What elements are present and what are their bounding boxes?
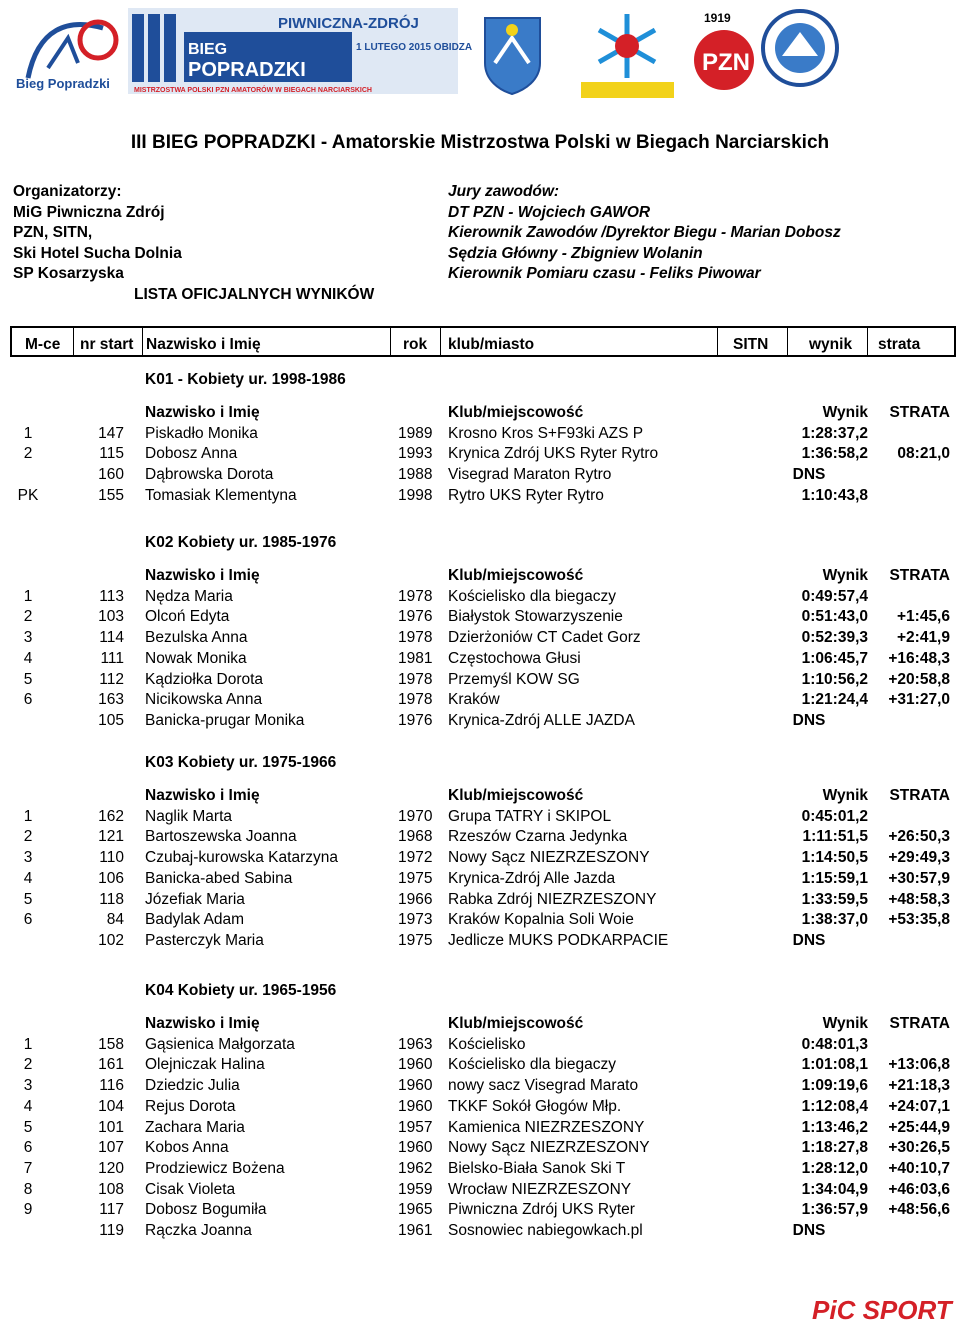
table-row — [0, 1098, 960, 1118]
year-cell: 1978 — [398, 691, 433, 709]
result-cell: 1:34:04,9 — [801, 1180, 868, 1198]
pzn-logo — [690, 8, 758, 96]
bib-cell: 114 — [99, 629, 124, 647]
sub-col-name: Nazwisko i Imię — [145, 404, 260, 421]
club-cell: Sosnowiec nabiegowkach.pl — [448, 1222, 643, 1239]
table-row — [0, 466, 960, 486]
year-cell: 1960 — [398, 1139, 433, 1157]
club-cell: Krynica Zdrój UKS Ryter Rytro — [448, 445, 659, 463]
category-sub-header — [0, 787, 960, 807]
result-cell: 1:10:56,2 — [801, 670, 868, 688]
club-cell: TKKF Sokół Głogów Młp. — [448, 1097, 622, 1115]
strata-cell: 08:21,0 — [897, 445, 950, 463]
table-row — [0, 588, 960, 608]
result-cell: 0:45:01,2 — [801, 807, 868, 825]
place-cell: 3 — [23, 1077, 33, 1095]
place-cell: 2 — [23, 608, 33, 626]
club-cell: Visegrad Maraton Rytro — [448, 466, 612, 484]
result-cell: 1:28:12,0 — [801, 1159, 868, 1177]
sub-col-strata: STRATA — [889, 404, 950, 421]
club-cell: Grupa TATRY i SKIPOL — [448, 807, 612, 825]
bib-cell: 105 — [98, 711, 124, 729]
place-cell: 5 — [23, 670, 33, 688]
table-row — [0, 870, 960, 890]
club-cell: Dzierżoniów CT Cadet Gorz — [448, 629, 641, 647]
club-cell: Kraków Kopalnia Soli Woie — [448, 911, 634, 929]
jury-heading: Jury zawodów: — [448, 183, 560, 200]
result-cell: 1:06:45,7 — [801, 649, 868, 667]
place-cell: 2 — [23, 445, 33, 463]
banner-sub: MISTRZOSTWA POLSKI PZN AMATORÓW W BIEGACH NARCIARSKICH — [134, 87, 372, 94]
bib-cell: 108 — [98, 1180, 124, 1198]
pzn-text: PZN — [702, 49, 750, 76]
year-cell: 1973 — [398, 911, 433, 929]
strata-cell: +40:10,7 — [888, 1159, 950, 1177]
year-cell: 1972 — [398, 849, 433, 867]
year-cell: 1975 — [398, 869, 433, 887]
svg-text:BIEG: BIEG — [188, 41, 228, 58]
name-cell: Dobosz Bogumiła — [145, 1201, 267, 1219]
result-cell: 1:12:08,4 — [801, 1097, 868, 1115]
sub-col-wynik: Wynik — [822, 787, 868, 804]
name-cell: Kobos Anna — [145, 1139, 229, 1157]
result-cell: 1:15:59,1 — [801, 869, 868, 887]
club-cell: Kamienica NIEZRZESZONY — [448, 1118, 645, 1136]
result-cell: 0:51:43,0 — [801, 608, 868, 626]
result-cell: DNS — [792, 1222, 826, 1239]
name-cell: Olejniczak Halina — [145, 1056, 265, 1074]
club-cell: Przemyśl KOW SG — [448, 670, 580, 688]
table-row — [0, 1139, 960, 1159]
result-cell: DNS — [792, 711, 826, 729]
result-cell: 1:10:43,8 — [801, 486, 868, 504]
organizer-line: MiG Piwniczna Zdrój — [13, 203, 165, 221]
name-cell: Nicikowska Anna — [145, 691, 263, 709]
bib-cell: 147 — [98, 424, 124, 442]
club-cell: Białystok Stowarzyszenie — [448, 608, 623, 626]
year-cell: 1965 — [398, 1201, 433, 1219]
organizers-heading: Organizatorzy: — [13, 183, 122, 200]
name-cell: Olcoń Edyta — [145, 608, 230, 626]
category-sub-header — [0, 1015, 960, 1035]
table-row — [0, 608, 960, 628]
place-cell: 8 — [23, 1180, 33, 1198]
table-row — [0, 849, 960, 869]
year-cell: 1968 — [398, 828, 433, 846]
name-cell: Naglik Marta — [145, 807, 232, 825]
bib-cell: 101 — [98, 1118, 124, 1136]
pic-sport-logo — [810, 1289, 950, 1334]
place-cell: 1 — [23, 1035, 33, 1053]
col-mce: M-ce — [25, 336, 61, 353]
col-sitn: SITN — [733, 336, 769, 353]
banner-place: PIWNICZNA-ZDRÓJ — [278, 15, 419, 32]
year-cell: 1989 — [398, 424, 433, 442]
year-cell: 1970 — [398, 807, 433, 825]
club-cell: Kościelisko dla biegaczy — [448, 587, 617, 605]
bib-cell: 111 — [100, 649, 124, 667]
col-nr-start: nr start — [80, 336, 134, 353]
category-sub-header — [0, 567, 960, 587]
bib-cell: 158 — [98, 1035, 124, 1053]
club-cell: Kościelisko dla biegaczy — [448, 1056, 617, 1074]
sub-col-strata: STRATA — [889, 1015, 950, 1032]
piwniczna-crest-logo — [465, 8, 560, 98]
result-cell: 1:13:46,2 — [801, 1118, 868, 1136]
strata-cell: +21:18,3 — [888, 1077, 950, 1095]
name-cell: Banicka-prugar Monika — [145, 711, 305, 729]
place-cell: 4 — [23, 1097, 33, 1115]
year-cell: 1961 — [398, 1222, 433, 1239]
strata-cell: +1:45,6 — [896, 608, 950, 626]
strata-cell: +25:44,9 — [888, 1118, 950, 1136]
snowflake-logo — [575, 8, 680, 100]
table-row — [0, 445, 960, 465]
result-cell: 1:33:59,5 — [801, 890, 868, 908]
bib-cell: 160 — [98, 466, 124, 484]
bib-cell: 163 — [98, 691, 124, 709]
strata-cell: +53:35,8 — [888, 911, 950, 929]
table-row — [0, 911, 960, 931]
col-rok: rok — [403, 336, 428, 353]
organizer-line: Ski Hotel Sucha Dolnia — [13, 244, 182, 262]
result-cell: 0:52:39,3 — [801, 629, 868, 647]
name-cell: Bartoszewska Joanna — [145, 828, 297, 846]
place-cell: 9 — [23, 1201, 33, 1219]
club-cell: Krosno Kros S+F93ki AZS P — [448, 424, 644, 442]
table-row — [0, 932, 960, 952]
place-cell: 2 — [23, 1056, 33, 1074]
year-cell: 1960 — [398, 1077, 433, 1095]
name-cell: Piskadło Monika — [145, 424, 258, 442]
strata-cell: +24:07,1 — [888, 1097, 950, 1115]
strata-cell: +30:57,9 — [888, 869, 950, 887]
strata-cell: +48:56,6 — [888, 1201, 950, 1219]
table-row — [0, 1160, 960, 1180]
strata-cell: +30:26,5 — [888, 1139, 950, 1157]
bib-cell: 161 — [98, 1056, 124, 1074]
table-row — [0, 712, 960, 732]
result-cell: 1:28:37,2 — [801, 424, 868, 442]
col-name: Nazwisko i Imię — [146, 336, 261, 353]
bib-cell: 106 — [98, 869, 124, 887]
strata-cell: +13:06,8 — [888, 1056, 950, 1074]
place-cell: 4 — [23, 869, 33, 887]
result-cell: 1:18:27,8 — [801, 1139, 868, 1157]
result-cell: 1:14:50,5 — [801, 849, 868, 867]
place-cell: 3 — [23, 629, 33, 647]
result-cell: 1:01:08,1 — [801, 1056, 868, 1074]
strata-cell: +26:50,3 — [888, 828, 950, 846]
year-cell: 1960 — [398, 1056, 433, 1074]
sub-col-club: Klub/miejscowość — [448, 787, 584, 804]
bib-cell: 113 — [99, 587, 124, 605]
name-cell: Dąbrowska Dorota — [145, 466, 274, 484]
year-cell: 1959 — [398, 1180, 433, 1198]
official-results-label: LISTA OFICJALNYCH WYNIKÓW — [134, 286, 375, 303]
name-cell: Rejus Dorota — [145, 1097, 236, 1115]
year-cell: 1998 — [398, 486, 433, 504]
club-cell: nowy sacz Visegrad Marato — [448, 1077, 639, 1095]
strata-cell: +31:27,0 — [888, 691, 950, 709]
sub-col-name: Nazwisko i Imię — [145, 1015, 260, 1032]
sub-col-strata: STRATA — [889, 787, 950, 804]
place-cell: 6 — [23, 1139, 33, 1157]
name-cell: Tomasiak Klementyna — [145, 486, 297, 504]
name-cell: Dziedzic Julia — [145, 1077, 240, 1095]
sub-col-wynik: Wynik — [822, 567, 868, 584]
table-row — [0, 691, 960, 711]
bib-cell: 115 — [99, 445, 124, 463]
table-row — [0, 1181, 960, 1201]
strata-cell: +29:49,3 — [888, 849, 950, 867]
result-cell: 1:36:57,9 — [801, 1201, 868, 1219]
year-cell: 1981 — [398, 649, 433, 667]
name-cell: Nędza Maria — [145, 587, 233, 605]
name-cell: Zachara Maria — [145, 1118, 245, 1136]
bib-cell: 116 — [99, 1077, 124, 1095]
place-cell: 3 — [23, 849, 33, 867]
sub-col-strata: STRATA — [889, 567, 950, 584]
jury-block — [448, 182, 841, 285]
organizer-line: SP Kosarzyska — [13, 265, 124, 283]
bib-cell: 103 — [98, 608, 124, 626]
svg-text:Bieg Popradzki: Bieg Popradzki — [16, 76, 110, 91]
table-row — [0, 650, 960, 670]
result-cell: 1:36:58,2 — [801, 445, 868, 463]
bieg-popradzki-logo — [8, 8, 123, 96]
result-cell: DNS — [792, 466, 826, 484]
col-wynik: wynik — [809, 336, 853, 353]
name-cell: Rączka Joanna — [145, 1222, 252, 1239]
strata-cell: +48:58,3 — [888, 890, 950, 908]
organizers-block — [13, 182, 182, 285]
place-cell: 1 — [23, 587, 33, 605]
table-row — [0, 1119, 960, 1139]
place-cell: 6 — [23, 691, 33, 709]
table-row — [0, 1077, 960, 1097]
category-title: K03 Kobiety ur. 1975-1966 — [145, 754, 337, 771]
banner-date: 1 LUTEGO 2015 OBIDZA — [356, 42, 473, 53]
strata-cell: +20:58,8 — [888, 670, 950, 688]
col-club: klub/miasto — [448, 336, 535, 353]
table-row — [0, 828, 960, 848]
club-cell: Kościelisko — [448, 1035, 526, 1053]
year-cell: 1976 — [398, 711, 433, 729]
club-cell: Piwniczna Zdrój UKS Ryter — [448, 1201, 635, 1219]
result-cell: 0:49:57,4 — [801, 587, 868, 605]
bib-cell: 162 — [98, 807, 124, 825]
category-title: K02 Kobiety ur. 1985-1976 — [145, 534, 337, 551]
bib-cell: 118 — [99, 890, 124, 908]
table-row — [0, 1222, 960, 1242]
organizer-line: PZN, SITN, — [13, 224, 93, 242]
place-cell: 1 — [23, 807, 33, 825]
table-row — [0, 1036, 960, 1056]
name-cell: Bezulska Anna — [145, 629, 248, 647]
table-row — [0, 487, 960, 507]
club-cell: Jedlicze MUKS PODKARPACIE — [448, 931, 669, 949]
bib-cell: 119 — [99, 1222, 124, 1239]
table-row — [0, 629, 960, 649]
document-title: III BIEG POPRADZKI - Amatorskie Mistrzostwa Polski w Biegach Narciarskich — [130, 132, 830, 153]
place-cell: 5 — [23, 890, 33, 908]
pzn-year: 1919 — [704, 11, 731, 25]
sub-col-club: Klub/miejscowość — [448, 404, 584, 421]
sub-col-wynik: Wynik — [822, 1015, 868, 1032]
jury-line: Kierownik Pomiaru czasu - Feliks Piwowar — [448, 265, 761, 283]
bib-cell: 84 — [106, 911, 124, 929]
bib-cell: 104 — [98, 1097, 124, 1115]
strata-cell: +2:41,9 — [896, 629, 950, 647]
category-title: K01 - Kobiety ur. 1998-1986 — [145, 371, 346, 388]
place-cell: 2 — [23, 828, 33, 846]
category-sub-header — [0, 404, 960, 424]
year-cell: 1960 — [398, 1097, 433, 1115]
place-cell: 4 — [23, 649, 33, 667]
sub-col-wynik: Wynik — [822, 404, 868, 421]
header-banner — [0, 0, 960, 110]
club-cell: Kraków — [448, 691, 500, 709]
table-row — [0, 891, 960, 911]
bib-cell: 155 — [98, 486, 124, 504]
bib-cell: 112 — [99, 670, 124, 688]
strata-cell: +46:03,6 — [888, 1180, 950, 1198]
club-cell: Częstochowa Głusi — [448, 649, 581, 667]
table-row — [0, 808, 960, 828]
name-cell: Czubaj-kurowska Katarzyna — [145, 849, 338, 867]
place-cell: 6 — [23, 911, 33, 929]
name-cell: Nowak Monika — [145, 649, 247, 667]
col-strata: strata — [878, 336, 921, 353]
place-cell: 1 — [23, 424, 33, 442]
table-row — [0, 671, 960, 691]
table-row — [0, 1201, 960, 1221]
place-cell: 7 — [23, 1159, 33, 1177]
name-cell: Dobosz Anna — [145, 445, 238, 463]
category-title: K04 Kobiety ur. 1965-1956 — [145, 982, 337, 999]
name-cell: Banicka-abed Sabina — [145, 869, 293, 887]
name-cell: Kądziołka Dorota — [145, 670, 264, 688]
results-column-header — [10, 326, 956, 357]
place-cell: 5 — [23, 1118, 33, 1136]
sub-col-name: Nazwisko i Imię — [145, 787, 260, 804]
sub-col-name: Nazwisko i Imię — [145, 567, 260, 584]
result-cell: 1:11:51,5 — [802, 828, 868, 846]
name-cell: Gąsienica Małgorzata — [145, 1035, 295, 1053]
bib-cell: 120 — [98, 1159, 124, 1177]
jury-line: DT PZN - Wojciech GAWOR — [448, 203, 651, 221]
year-cell: 1988 — [398, 466, 433, 484]
year-cell: 1978 — [398, 629, 433, 647]
year-cell: 1966 — [398, 890, 433, 908]
footer-logo-text: PiC SPORT — [812, 1295, 952, 1325]
year-cell: 1957 — [398, 1118, 433, 1136]
strata-cell: +16:48,3 — [888, 649, 950, 667]
year-cell: 1976 — [398, 608, 433, 626]
club-cell: Nowy Sącz NIEZRZESZONY — [448, 849, 650, 867]
jury-line: Sędzia Główny - Zbigniew Wolanin — [448, 244, 703, 262]
result-cell: DNS — [792, 931, 826, 949]
event-banner — [128, 8, 473, 94]
club-cell: Rytro UKS Ryter Rytro — [448, 486, 604, 504]
bib-cell: 107 — [98, 1139, 124, 1157]
result-cell: 1:38:37,0 — [801, 911, 868, 929]
year-cell: 1963 — [398, 1035, 433, 1053]
bib-cell: 110 — [99, 849, 124, 867]
sub-col-club: Klub/miejscowość — [448, 1015, 584, 1032]
club-cell: Bielsko-Biała Sanok Ski T — [448, 1159, 626, 1177]
year-cell: 1978 — [398, 587, 433, 605]
name-cell: Prodziewicz Bożena — [145, 1159, 285, 1177]
club-cell: Wrocław NIEZRZESZONY — [448, 1180, 632, 1198]
name-cell: Badylak Adam — [145, 911, 245, 929]
club-cell: Rabka Zdrój NIEZRZESZONY — [448, 890, 657, 908]
year-cell: 1962 — [398, 1159, 433, 1177]
bib-cell: 121 — [98, 828, 124, 846]
year-cell: 1993 — [398, 445, 433, 463]
year-cell: 1978 — [398, 670, 433, 688]
result-cell: 1:21:24,4 — [801, 691, 868, 709]
table-row — [0, 1056, 960, 1076]
bib-cell: 117 — [99, 1201, 124, 1219]
sub-col-club: Klub/miejscowość — [448, 567, 584, 584]
sitn-logo — [760, 8, 840, 90]
club-cell: Rzeszów Czarna Jedynka — [448, 828, 628, 846]
result-cell: 0:48:01,3 — [801, 1035, 868, 1053]
bib-cell: 102 — [98, 931, 124, 949]
name-cell: Józefiak Maria — [145, 890, 245, 908]
year-cell: 1975 — [398, 931, 433, 949]
name-cell: Cisak Violeta — [145, 1180, 236, 1198]
club-cell: Krynica-Zdrój Alle Jazda — [448, 869, 616, 887]
table-row — [0, 425, 960, 445]
jury-line: Kierownik Zawodów /Dyrektor Biegu - Marian Dobosz — [448, 224, 841, 242]
club-cell: Krynica-Zdrój ALLE JAZDA — [448, 711, 635, 729]
name-cell: Pasterczyk Maria — [145, 931, 264, 949]
result-cell: 1:09:19,6 — [801, 1077, 868, 1095]
place-cell: PK — [17, 486, 39, 504]
svg-text:POPRADZKI: POPRADZKI — [188, 59, 306, 81]
club-cell: Nowy Sącz NIEZRZESZONY — [448, 1139, 650, 1157]
